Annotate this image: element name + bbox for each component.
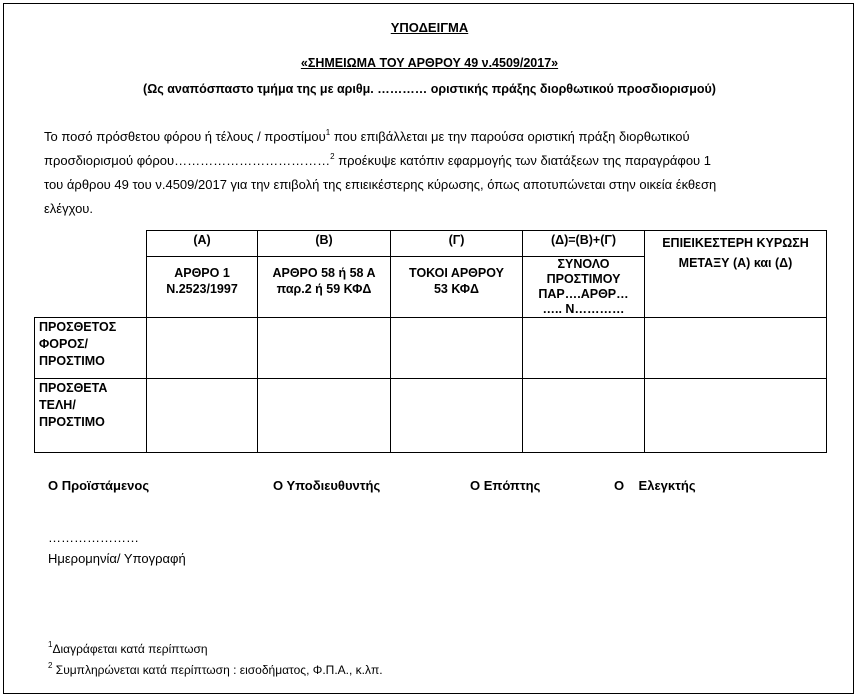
row-label-tax <box>35 318 147 379</box>
paragraph-text: προσδιορισμού φόρου……………………………… <box>44 153 331 168</box>
side-header-line: ΜΕΤΑΞΥ (Α) και (Δ) <box>678 256 793 270</box>
table-cell <box>391 318 523 379</box>
row-label-line: ΠΡΟΣΘΕΤΟΣ <box>39 320 117 334</box>
header-line: ΤΟΚΟΙ ΑΡΘΡΟΥ <box>409 266 504 280</box>
footnote-text: Διαγράφεται κατά περίπτωση <box>52 642 208 656</box>
paragraph-line-4: ελέγχου. <box>44 201 94 216</box>
row-label-line: ΦΟΡΟΣ/ <box>39 337 89 351</box>
table-cell <box>523 318 645 379</box>
penalty-table <box>34 230 827 453</box>
table-cell <box>645 379 827 453</box>
document-title: ΥΠΟΔΕΙΓΜΑ <box>390 20 469 35</box>
date-signature-label: Ημερομηνία/ Υπογραφή <box>48 551 186 566</box>
col-header-d <box>523 257 645 318</box>
footnote-text: Συμπληρώνεται κατά περίπτωση : εισοδήματος, Φ.Π.Α., κ.λπ. <box>52 663 383 677</box>
header-line: παρ.2 ή 59 ΚΦΔ <box>276 282 372 296</box>
header-line: ΠΡΟΣΤΙΜΟΥ <box>546 272 621 286</box>
col-header-a <box>147 257 258 318</box>
table-corner-cell <box>35 231 147 318</box>
col-header-lenient-penalty <box>645 231 827 318</box>
col-letter-c: (Γ) <box>391 231 523 257</box>
document-page <box>3 3 854 694</box>
row-label-line: ΤΕΛΗ/ <box>39 398 76 412</box>
paragraph-line-2 <box>44 149 804 173</box>
header-line: ….. Ν………… <box>542 302 625 316</box>
header-line: Ν.2523/1997 <box>166 282 238 296</box>
table-cell <box>258 318 391 379</box>
paragraph-text: που επιβάλλεται με την παρούσα οριστική πράξη διορθωτικού <box>330 129 690 144</box>
header-line: ΑΡΘΡΟ 58 ή 58 Α <box>272 266 376 280</box>
footnote-2 <box>48 663 383 677</box>
table-cell <box>147 318 258 379</box>
document-subtitle: «ΣΗΜΕΙΩΜΑ ΤΟΥ ΑΡΘΡΟΥ 49 ν.4509/2017» <box>300 56 559 70</box>
header-line: ΑΡΘΡΟ 1 <box>174 266 230 280</box>
signature-deputy: Ο Υποδιευθυντής <box>273 478 381 493</box>
signature-head: Ο Προϊστάμενος <box>48 478 150 493</box>
paragraph-text: προέκυψε κατόπιν εφαρμογής των διατάξεων της παραγράφου 1 <box>334 153 712 168</box>
document-note: (Ως αναπόσπαστο τμήμα της με αριθμ. ………… οριστικής πράξης διορθωτικού προσδιορισμού) <box>143 82 716 96</box>
row-label-line: ΠΡΟΣΤΙΜΟ <box>39 354 105 368</box>
paragraph-line-1 <box>44 125 804 149</box>
side-header-line: ΕΠΙΕΙΚΕΣΤΕΡΗ ΚΥΡΩΣΗ <box>662 236 809 250</box>
table-row <box>35 379 827 453</box>
table-cell <box>645 318 827 379</box>
col-letter-d: (Δ)=(Β)+(Γ) <box>523 231 645 257</box>
col-letter-a: (Α) <box>147 231 258 257</box>
row-label-fees <box>35 379 147 453</box>
table-cell <box>258 379 391 453</box>
header-line: ΣΥΝΟΛΟ <box>557 257 610 271</box>
body-paragraph <box>44 125 804 221</box>
row-label-line: ΠΡΟΣΘΕΤΑ <box>39 381 108 395</box>
signature-supervisor: Ο Επόπτης <box>470 478 541 493</box>
signature-auditor: Ο Ελεγκτής <box>614 478 696 493</box>
table-cell <box>147 379 258 453</box>
paragraph-line-3: του άρθρου 49 του ν.4509/2017 για την επιβολή της επιεικέστερης κύρωσης, όπως αποτυπώνεται στην οικεία έκθεση <box>44 177 717 192</box>
footnote-ref-2: 2 <box>330 152 335 161</box>
table-cell <box>523 379 645 453</box>
col-header-c <box>391 257 523 318</box>
header-line: 53 ΚΦΔ <box>433 282 480 296</box>
col-letter-b: (Β) <box>258 231 391 257</box>
footnote-mark: 1 <box>48 640 53 649</box>
footnote-1 <box>48 642 208 656</box>
col-header-b <box>258 257 391 318</box>
header-line: ΠΑΡ….ΑΡΘΡ… <box>538 287 629 301</box>
footnote-ref-1: 1 <box>325 128 331 137</box>
row-label-line: ΠΡΟΣΤΙΜΟ <box>39 415 105 429</box>
table-row <box>35 318 827 379</box>
table-cell <box>391 379 523 453</box>
footnote-mark: 2 <box>48 661 53 670</box>
date-dots: ………………… <box>48 530 139 545</box>
paragraph-text: Το ποσό πρόσθετου φόρου ή τέλους / προστίμου <box>44 129 326 144</box>
